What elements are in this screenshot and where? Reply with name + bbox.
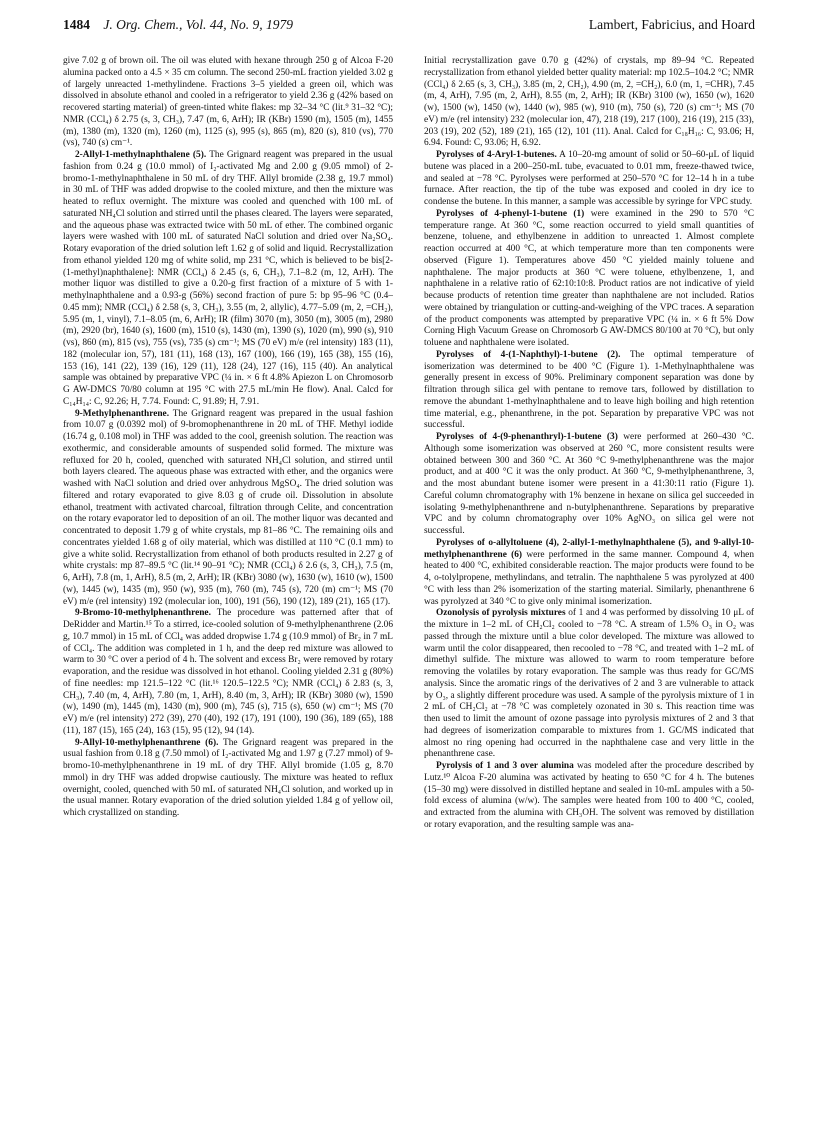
- page-number: 1484: [63, 17, 90, 32]
- page-header: [63, 14, 755, 36]
- paragraph: Initial recrystallization gave 0.70 g (42%) of crystals, mp 89–94 °C. Repeated recrystallization from ethanol yielded better quality material: mp 102.5–104.2 °C; NMR (CCl₄) δ 2.65 (s, 3, CH₃), 3.85 (m, 2, CH₂), 4.90 (m, 2, =CH₂), 6.0 (m, 1, =CHR), 7.45 (m, 4, ArH), 7.95 (m, 2, ArH), 8.55 (m, 2, ArH); IR (KBr) 3100 (w), 1650 (w), 1620 (w), 1500 (w), 1450 (w), 1440 (w), 985 (w), 910 (m), 750 (s), 720 (s) cm⁻¹; MS (70 eV) m/e (rel intensity) 232 (molecular ion, 47), 218 (19), 217 (100), 216 (19), 215 (33), 203 (19), 202 (52), 189 (21), 165 (12), 101 (11). Anal. Calcd for C₁₈H₁₆: C, 93.06; H, 6.94. Found: C, 93.06; H, 6.92.: [424, 56, 754, 149]
- paragraph-title: 9-Methylphenanthrene.: [75, 408, 170, 419]
- header-authors: Lambert, Fabricius, and Hoard: [588, 17, 755, 32]
- paragraph-title: Pyrolyses of 4-phenyl-1-butene (1): [436, 208, 585, 219]
- paragraph-title: 9-Allyl-10-methylphenanthrene (6).: [75, 737, 219, 748]
- paragraph: 2-Allyl-1-methylnaphthalene (5). The Grignard reagent was prepared in the usual fashion from 0.24 g (10.0 mmol) of I₂-activated Mg and 2.00 g (9.05 mmol) of 2-bromo-1-methylnaphthalene in 50 mL of dry THF. Allyl bromide (2.38 g, 19.7 mmol) in 30 mL of THF was added dropwise to the cooled mixture, and then the mixture was heated to reflux overnight. The mixture was cooled and quenched with 100 mL of saturated NH₄Cl solution and stirred until the phases cleared. The layers were separated, and the aqueous phase was extracted twice with 50 mL of ether. The combined organic layers were washed with 100 mL of saturated NaCl solution and dried over Na₂SO₄. Rotary evaporation of the dried solution left 1.62 g of solid and liquid. Recrystallization from ethanol yielded 120 mg of white solid, mp 231 °C, which is believed to be bis[2-(1-methyl)naphthalene]: NMR (CCl₄) δ 2.45 (s, 6, CH₃), 7.1–8.2 (m, 12, ArH). The mother liquor was distilled to give a 0.20-g first fraction of a mixture of 5 with 1-methylnaphthalene and a 0.93-g (56%) second fraction of pure 5: bp 95–96 °C (0.4–0.45 mm); NMR (CCl₄) δ 2.58 (s, 3, CH₃), 3.55 (m, 2, allylic), 4.77–5.09 (m, 2, =CH₂), 5.95 (m, 1, vinyl), 7.1–8.05 (m, 6, ArH); IR (film) 3070 (m), 3050 (m), 3005 (m), 2980 (m), 2920 (br), 1640 (s), 1600 (m), 1510 (s), 1430 (m), 1390 (s), 1020 (m), 990 (s), 910 (vs), 860 (m), 815 (vs), 755 (vs), 735 (s) cm⁻¹; MS (70 eV) m/e (rel intensity) 183 (11), 182 (molecular ion, 57), 181 (11), 168 (13), 167 (100), 166 (19), 165 (38), 155 (16), 153 (16), 141 (22), 139 (16), 129 (11), 128 (24), 127 (16), 115 (40). An analytical sample was obtained by preparative VPC (¼ in. × 6 ft 4.8% Apiezon L on Chromosorb G AW-DMCS 70/80 column at 195 °C with 27.5 mL/min He flow). Anal. Calcd for C₁₄H₁₄: C, 92.26; H, 7.74. Found: C, 91.89; H, 7.91.: [63, 150, 393, 407]
- paragraph: Pyrolysis of 1 and 3 over alumina was modeled after the procedure described by Lutz.¹⁰ Alcoa F-20 alumina was activated by heating to 650 °C for 4 h. The butenes (15–30 mg) were dissolved in distilled heptane and sealed in 10-mL ampules with a 50-fold excess of alumina (w/w). The samples were heated from 100 to 400 °C, cooled, and extracted from the alumina with CH₃OH. The solvent was removed by distillation or rotary evaporation, and the resulting sample was ana-: [424, 761, 754, 830]
- paragraph-title: Pyrolyses of 4-Aryl-1-butenes.: [436, 150, 557, 160]
- paragraph: 9-Allyl-10-methylphenanthrene (6). The Grignard reagent was prepared in the usual fashion from 0.18 g (7.50 mmol) of I₂-activated Mg and 1.97 g (7.27 mmol) of 9-bromo-10-methylphenanthrene in 19 mL of dry THF. Allyl bromide (1.05 g, 8.70 mmol) in dry THF was added dropwise cautiously. The mixture was heated to reflux overnight, cooled, quenched with 50 mL of saturated NH₄Cl solution, and worked up in the usual manner. Rotary evaporation of the dried solution yielded 1.84 g of yellow oil, which crystallized on standing.: [63, 737, 393, 818]
- paragraph: give 7.02 g of brown oil. The oil was eluted with hexane through 250 g of Alcoa F-20 alumina packed onto a 4.5 × 35 cm column. The second 250-mL fraction yielded 3.02 g of largely unreacted 1-methylindene. Fractions 3–5 yielded a green oil, which was dissolved in absolute ethanol and cooled in a refrigerator to yield 2.36 g (42% based on recovered starting material) of green-tinted white flakes: mp 32–34 °C (lit.⁹ 31–32 °C); NMR (CCl₄) δ 2.75 (s, 3, CH₃), 7.47 (m, 6, ArH); IR (KBr) 1590 (m), 1505 (m), 1455 (m), 1380 (m), 1320 (m), 1260 (m), 1125 (s), 995 (s), 865 (m), 820 (s), 810 (vs), 770 (vs), 740 (s) cm⁻¹.: [63, 56, 393, 149]
- paragraph-title: Pyrolyses of 4-(9-phenanthryl)-1-butene (3): [436, 432, 618, 442]
- paragraph: Pyrolyses of 4-Aryl-1-butenes. A 10–20-mg amount of solid or 50–60-μL of liquid butene was placed in a 200–250-mL tube, evacuated to 0.01 mm, freeze-thawed twice, and sealed at −78 °C. Pyrolyses were performed at 250–570 °C for 12–14 h in a tube furnace. After reaction, the tip of the tube was exposed and cooled in dry ice to condense the butene. In this manner, a sample was accessible by syringe for VPC study.: [424, 150, 754, 207]
- paragraph-title: Pyrolyses of 4-(1-Naphthyl)-1-butene (2).: [436, 349, 621, 360]
- paragraph: Pyrolyses of 4-phenyl-1-butene (1) were examined in the 290 to 570 °C temperature range. At 360 °C, some reaction occurred to yield small quantities of benzene, toluene, and ethylbenzene in addition to unreacted 1. Almost complete reaction occurred at 400 °C, at which temperature more than ten components were observed (Figure 1). Temperatures above 450 °C yielded mainly toluene and naphthalene. The major products at 360 °C were toluene, ethylbenzene, 1, and naphthalene in a relative ratio of 62:10:10:8. Product ratios are not indicative of yield because products of retention time greater than naphthalene are not included. Ratios were obtained by triangulation or cutting-and-weighing of the VPC traces. A separation of the product components was attempted by preparative VPC (¼ in. × 6 ft 5% Dow Corning High Vacuum Grease on Chromosorb G AW-DMCS 80/100 at 70 °C), but only toluene and naphthalene were isolated.: [424, 208, 754, 348]
- paragraph: Pyrolyses of 4-(1-Naphthyl)-1-butene (2). The optimal temperature of isomerization was determined to be 400 °C (Figure 1). 1-Methylnaphthalene was generally present in excess of 90%. Preliminary component separation was done by filtration through silica gel with pentane to remove tars, followed by distillation to remove the abundant 1-methylnaphthalene and to leave high boiling and high retention time material, e.g., phenanthrene, in the pot. Separation by preparative VPC was not successful.: [424, 349, 754, 431]
- paragraph-title: Pyrolysis of 1 and 3 over alumina: [436, 761, 574, 771]
- paragraph-title: Pyrolyses of o-allyltoluene (4), 2-allyl-1-methylnaphthalene (5), and 9-allyl-10-methylphenanthrene (6): [424, 537, 754, 560]
- journal-citation: J. Org. Chem., Vol. 44, No. 9, 1979: [103, 17, 293, 32]
- left-column: [63, 56, 393, 1116]
- paragraph-title: 2-Allyl-1-methylnaphthalene (5).: [75, 150, 207, 160]
- paragraph-title: 9-Bromo-10-methylphenanthrene.: [75, 608, 211, 619]
- paragraph: Pyrolyses of 4-(9-phenanthryl)-1-butene (3) were performed at 260–430 °C. Although some isomerization was observed at 260 °C, more consistent results were obtained between 300 and 360 °C. At 360 °C 9-methylphenanthrene was the major product, and at 400 °C it was the only product. At 360 °C, 9-methylphenanthrene, 3, and the most abundant butene isomer were present in a 41:30:11 ratio (Figure 1). Careful column chromatography with 1% benzene in hexane on silica gel succeeded in isolating 9-methylphenanthrene and n-butylphenanthrene. Separations by preparative VPC and by column chromatography over 10% AgNO₃ on silica gel were not successful.: [424, 432, 754, 536]
- paragraph: 9-Bromo-10-methylphenanthrene. The procedure was patterned after that of DeRidder and Martin.¹⁵ To a stirred, ice-cooled solution of 9-methylphenanthrene (2.06 g, 10.7 mmol) in 15 mL of CCl₄ was added dropwise 1.74 g (10.9 mmol) of Br₂ in 7 mL of CCl₄. The addition was completed in 1 h, and the deep red mixture was allowed to warm to 30 °C over a period of 4 h. The solvent and excess Br₂ were removed by rotary evaporation, and the residue was dissolved in hot ethanol. Cooling yielded 2.31 g (80%) of fine needles: mp 121.5–122 °C (lit.¹⁶ 120.5–122.5 °C); NMR (CCl₄) δ 2.83 (s, 3, CH₃), 7.40 (m, 4, ArH), 7.80 (m, 1, ArH), 8.40 (m, 3, ArH); IR (KBr) 3080 (w), 1590 (w), 1490 (m), 1445 (m), 1430 (m), 900 (m), 745 (s), 715 (s), 650 (w) cm⁻¹; MS (70 eV) m/e (rel intensity) 272 (39), 270 (40), 192 (17), 191 (100), 190 (36), 189 (65), 188 (11), 187 (15), 165 (24), 163 (15), 95 (12), 94 (14).: [63, 608, 393, 736]
- paragraph: 9-Methylphenanthrene. The Grignard reagent was prepared in the usual fashion from 10.07 g (0.0392 mol) of 9-bromophenanthrene in 20 mL of THF. Methyl iodide (16.74 g, 0.108 mol) in THF was added to the cool, greenish solution. The reaction was exothermic, and considerable amounts of suspended solid formed. The mixture was refluxed for 20 h, cooled, quenched with saturated NH₄Cl solution, and stirred until both layers cleared. The aqueous phase was extracted with ether, and the organics were washed with NaCl solution and dried over anhydrous MgSO₄. The dried solution was filtered and rotary evaporated to give 8.03 g of crude oil. Dissolution in absolute ethanol, treatment with activated charcoal, filtration through Celite, and concentration on the rotary evaporator led to deposition of an oil. The mother liquor was decanted and concentrated to deposit 1.79 g of white crystals, mp 81–86 °C. The remaining oils and concentrates yielded 1.68 g of oily material, which was distilled at 110 °C (0.1 mm) to give a white solid. Recrystallization from ethanol of both products resulted in 2.27 g of white crystals: mp 87–89.5 °C (lit.¹⁴ 90–91 °C); NMR (CCl₄) δ 2.6 (s, 3, CH₃), 7.5 (m, 6, ArH), 7.8 (m, 1, ArH), 8.5 (m, 2, ArH); IR (KBr) 3080 (w), 1630 (w), 1610 (w), 1500 (w), 1445 (w), 1435 (m), 950 (w), 935 (m), 760 (m), 745 (s), 720 (m) cm⁻¹; MS (70 eV) m/e (rel intensity) 192 (molecular ion, 100), 191 (56), 190 (12), 189 (21), 165 (17).: [63, 408, 393, 607]
- right-column: [424, 56, 754, 1116]
- paragraph: Pyrolyses of o-allyltoluene (4), 2-allyl-1-methylnaphthalene (5), and 9-allyl-10-methylphenanthrene (6) were performed in the same manner. Compound 4, when heated to 400 °C, exhibited considerable reaction. The major products were found to be 4, o-tolylpropene, methylindans, and tetralin. The naphthalene 5 was pyrolyzed at 400 °C with less than 2% isomerization of the starting material. Similarly, phenanthrene 6 was pyrolyzed at 340 °C to give only minimal isomerization.: [424, 537, 754, 607]
- paragraph-title: Ozonolysis of pyrolysis mixtures: [436, 608, 566, 619]
- paragraph: Ozonolysis of pyrolysis mixtures of 1 and 4 was performed by dissolving 10 μL of the mixture in 1–2 mL of CH₂Cl₂ cooled to −78 °C. A stream of 1.5% O₃ in O₂ was passed through the mixture until a blue color developed. The mixture was allowed to warm until the color disappeared, then recooled to −78 °C, and treated with 1–2 mL of dimethyl sulfide. The mixture was allowed to warm to room temperature before removing the volatiles by rotary evaporation. The sample was thus ready for GC/MS analysis. Since the aromatic rings of the derivatives of 2 and 3 are vulnerable to attack by O₃, a slightly different procedure was used. A sample of the pyrolysis mixture of 1 in 2 mL of CH₂Cl₂ at −78 °C was completely ozonated in 30 s. This reaction time was then used to limit the amount of ozone passage into pyrolysis mixtures of 2 and 3 that had degrees of isomerization comparable to mixtures from 1. GC/MS indicated that almost no ring opening had occurred in the naphthalene case and very little in the phenanthrene case.: [424, 608, 754, 760]
- header-left: [63, 14, 293, 36]
